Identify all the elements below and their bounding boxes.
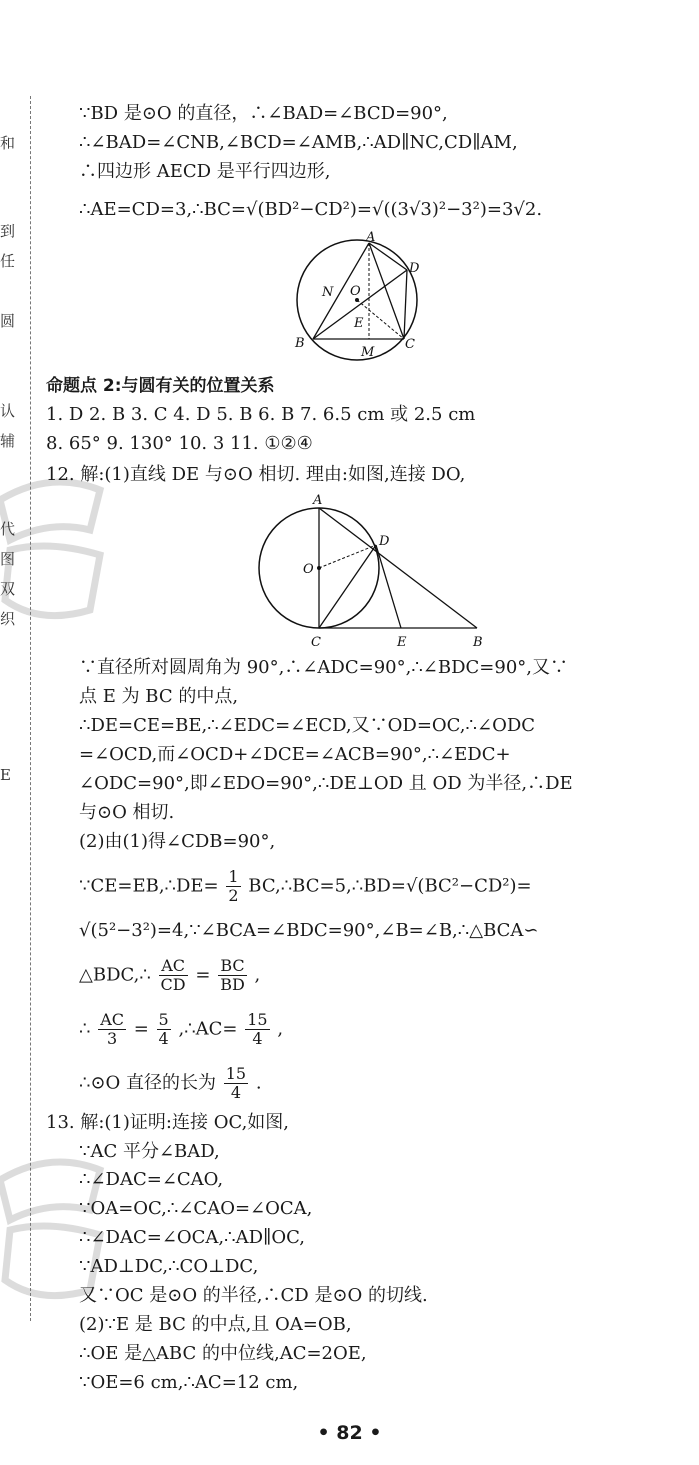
margin-char: 代 xyxy=(0,520,16,538)
text-line: ∴AE=CD=3,∴BC=√(BD²−CD²)=√((3√3)²−3²)=3√2. xyxy=(79,199,543,220)
text-line: ∵AD⊥DC,∴CO⊥DC, xyxy=(79,1256,259,1277)
text-line: ∵OA=OC,∴∠CAO=∠OCA, xyxy=(79,1198,313,1219)
margin-char: 和 xyxy=(0,134,16,152)
numerator: 5 xyxy=(158,1010,169,1029)
margin-char: 织 xyxy=(0,610,16,628)
label-A: A xyxy=(366,230,376,245)
denominator: 4 xyxy=(158,1029,169,1048)
fraction xyxy=(245,1011,269,1048)
text-run: . xyxy=(255,1072,262,1094)
margin-char: 认 xyxy=(0,402,16,420)
page-number: • 82 • xyxy=(317,1422,382,1444)
margin-char: 辅 xyxy=(0,432,16,450)
label-A: A xyxy=(313,493,323,508)
text-line xyxy=(79,957,260,994)
answer-line: 8. 65° 9. 130° 10. 3 11. ①②④ xyxy=(46,433,313,454)
text-line: (2)∵E 是 BC 的中点,且 OA=OB, xyxy=(79,1314,352,1335)
denominator: 3 xyxy=(106,1029,118,1048)
denominator: BD xyxy=(220,975,245,994)
text-line: ∴OE 是△ABC 的中位线,AC=2OE, xyxy=(79,1343,367,1364)
left-margin-bleed xyxy=(0,100,22,1320)
label-M: M xyxy=(361,345,375,360)
text-run: BC,∴BC=5,∴BD=√(BC²−CD²)= xyxy=(248,875,532,897)
figure-circle-tangent xyxy=(255,488,495,653)
fraction xyxy=(226,868,240,905)
fraction xyxy=(218,957,247,994)
denominator: 4 xyxy=(230,1083,242,1102)
text-run: , xyxy=(254,964,261,986)
text-line: =∠OCD,而∠OCD+∠DCE=∠ACB=90°,∴∠EDC+ xyxy=(79,744,511,765)
text-line: ∵BD 是⊙O 的直径，∴∠BAD=∠BCD=90°, xyxy=(79,103,448,124)
label-E: E xyxy=(354,316,364,331)
text-line: √(5²−3²)=4,∵∠BCA=∠BDC=90°,∠B=∠B,∴△BCA∽ xyxy=(79,920,539,941)
question-13: 13. 解:(1)证明:连接 OC,如图, xyxy=(46,1112,290,1133)
margin-char: E xyxy=(0,766,11,784)
text-line: ∠ODC=90°,即∠EDO=90°,∴DE⊥OD 且 OD 为半径,∴DE xyxy=(79,773,573,794)
section-heading: 命题点 2:与圆有关的位置关系 xyxy=(46,376,275,396)
text-line: (2)由(1)得∠CDB=90°, xyxy=(79,831,276,852)
text-line: ∴∠DAC=∠OCA,∴AD∥OC, xyxy=(79,1227,305,1248)
label-E: E xyxy=(397,635,407,650)
label-D: D xyxy=(379,534,390,549)
denominator: 2 xyxy=(228,886,239,905)
fraction xyxy=(224,1065,248,1102)
text-line xyxy=(79,1011,283,1048)
text-line: 又∵OC 是⊙O 的半径,∴CD 是⊙O 的切线. xyxy=(79,1285,428,1306)
margin-char: 双 xyxy=(0,580,16,598)
numerator: 1 xyxy=(228,867,239,886)
label-O: O xyxy=(303,562,314,577)
label-D: D xyxy=(409,261,420,276)
text-line: ∵直径所对圆周角为 90°,∴∠ADC=90°,∴∠BDC=90°,又∵ xyxy=(79,657,569,678)
margin-char: 到 xyxy=(0,222,16,240)
text-line: ∴四边形 AECD 是平行四边形, xyxy=(79,161,331,182)
text-line xyxy=(79,1065,262,1102)
figure-circle-quadrilateral xyxy=(292,228,424,362)
label-C: C xyxy=(405,337,415,352)
denominator: 4 xyxy=(252,1029,263,1048)
column-divider xyxy=(30,96,31,1321)
text-line: ∴∠BAD=∠CNB,∠BCD=∠AMB,∴AD∥NC,CD∥AM, xyxy=(79,132,518,153)
numerator: BC xyxy=(218,957,247,976)
text-run: , xyxy=(277,1018,284,1040)
margin-char: 任 xyxy=(0,252,16,270)
question-12: 12. 解:(1)直线 DE 与⊙O 相切. 理由:如图,连接 DO, xyxy=(46,464,466,485)
numerator: AC xyxy=(100,1010,124,1029)
text-line: ∴DE=CE=BE,∴∠EDC=∠ECD,又∵OD=OC,∴∠ODC xyxy=(79,715,536,736)
text-line: ∵AC 平分∠BAD, xyxy=(79,1141,220,1162)
denominator: CD xyxy=(160,975,186,994)
label-B: B xyxy=(473,635,483,650)
label-O: O xyxy=(350,284,361,299)
numerator: AC xyxy=(159,957,188,976)
text-run: = xyxy=(195,964,211,986)
margin-char: 图 xyxy=(0,550,16,568)
label-N: N xyxy=(322,285,334,300)
text-run: ,∴AC= xyxy=(178,1018,238,1040)
fraction xyxy=(159,957,188,994)
label-C: C xyxy=(311,635,321,650)
fraction xyxy=(157,1011,171,1048)
text-run: ∵CE=EB,∴DE= xyxy=(79,875,219,897)
text-run: ∴⊙O 直径的长为 xyxy=(79,1072,217,1094)
text-line: ∵OE=6 cm,∴AC=12 cm, xyxy=(79,1372,299,1393)
text-run: △BDC,∴ xyxy=(79,964,151,986)
numerator: 15 xyxy=(225,1064,247,1083)
text-line: ∴∠DAC=∠CAO, xyxy=(79,1169,224,1190)
text-line xyxy=(79,868,532,905)
text-run: = xyxy=(133,1018,149,1040)
answer-line: 1. D 2. B 3. C 4. D 5. B 6. B 7. 6.5 cm 或 2.5 cm xyxy=(46,404,476,425)
margin-char: 圆 xyxy=(0,312,16,330)
text-line: 点 E 为 BC 的中点, xyxy=(79,686,239,707)
text-run: ∴ xyxy=(79,1018,91,1040)
label-B: B xyxy=(295,336,305,351)
fraction xyxy=(98,1011,126,1048)
text-line: 与⊙O 相切. xyxy=(79,802,175,823)
numerator: 15 xyxy=(247,1010,268,1029)
